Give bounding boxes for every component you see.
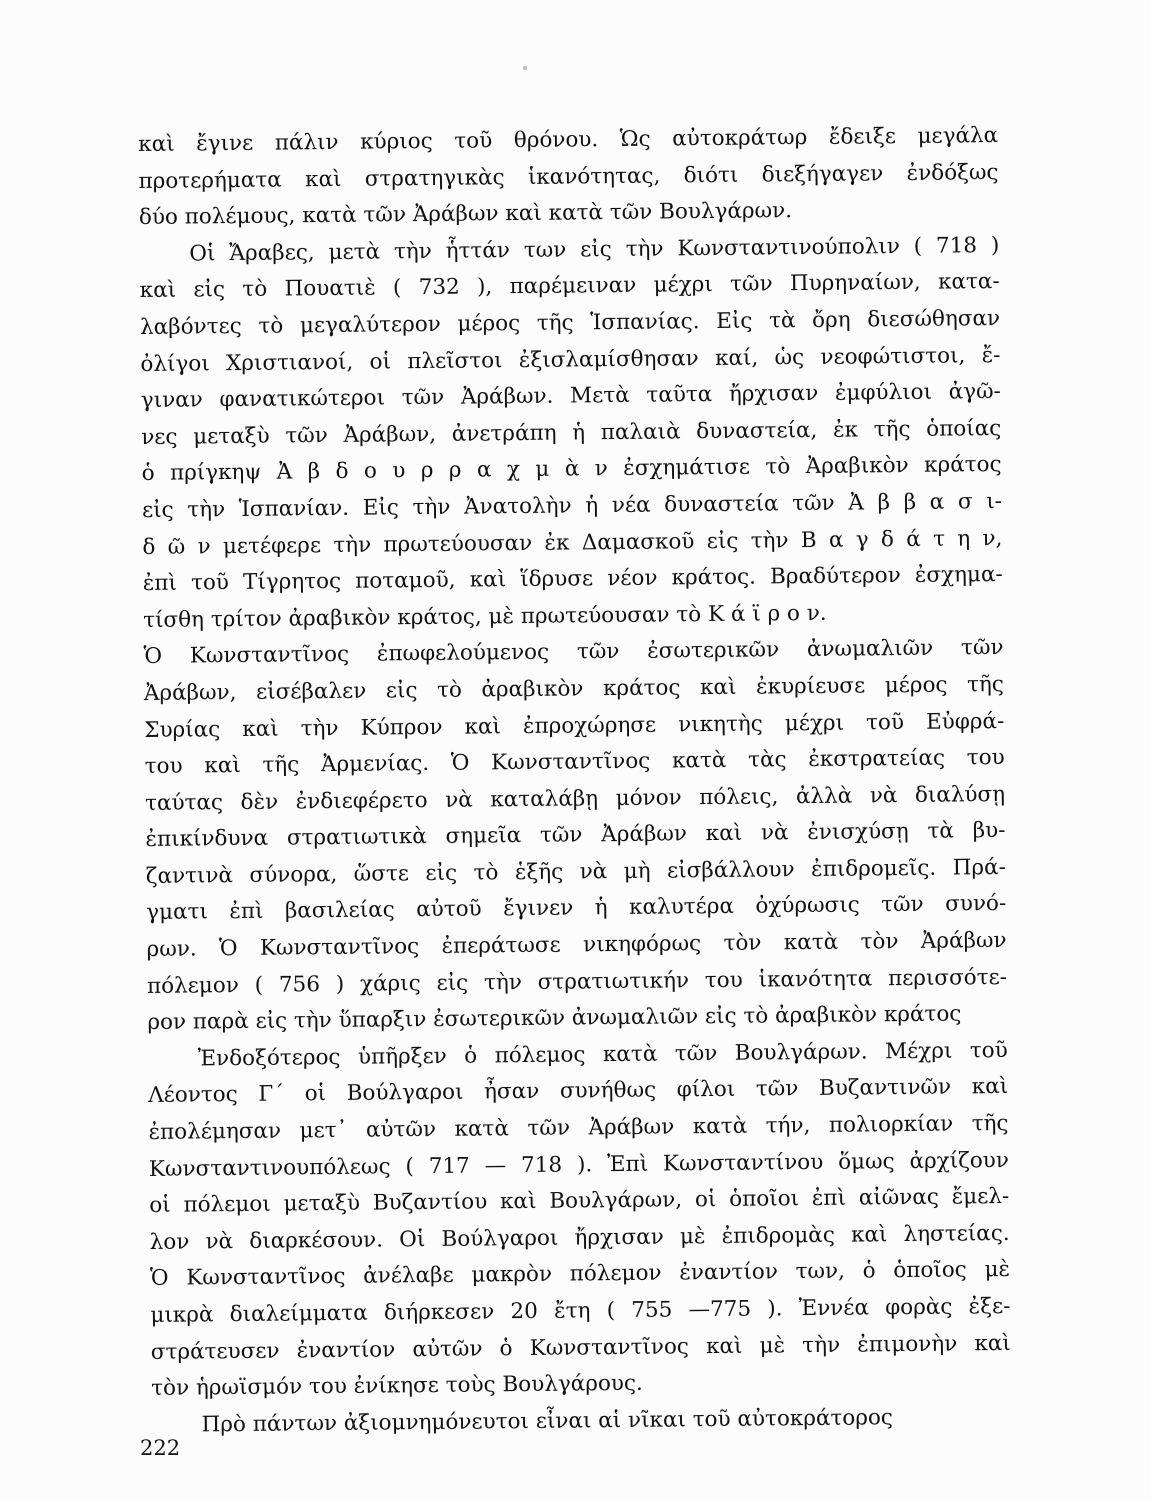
text-line: ταύτας δὲν ἐνδιεφέρετο νὰ καταλάβῃ μόνον πόλεις, ἀλλὰ νὰ διαλύσῃ — [144, 781, 1006, 816]
text-line: οἱ πόλεμοι μεταξὺ Βυζαντίου καὶ Βουλγάρων, οἱ ὁποῖοι ἐπὶ αἰῶνας ἔμελ- — [149, 1184, 1010, 1219]
paragraph — [143, 630, 1007, 1042]
text-line: γματι ἐπὶ βασιλείας αὐτοῦ ἔγινεν ἡ καλυτέρα ὀχύρωσις τῶν συνό- — [146, 891, 1007, 926]
text-line: ζαντινὰ σύνορα, ὥστε εἰς τὸ ἑξῆς νὰ μὴ εἰσβάλλουν ἐπιδρομεῖς. Πρά- — [145, 854, 1006, 889]
text-line: γιναν φανατικώτεροι τῶν Ἀράβων. Μετὰ ταῦτα ἤρχισαν ἐμφύλιοι ἀγῶ- — [140, 379, 1001, 414]
text-line: Ἀράβων, εἰσέβαλεν εἰς τὸ ἀραβικὸν κράτος καὶ ἐκυρίευσε μέρος τῆς — [143, 671, 1005, 706]
text-line: ἐπικίνδυνα στρατιωτικὰ σημεῖα τῶν Ἀράβων καὶ νὰ ἐνισχύσῃ τὰ βυ- — [145, 818, 1006, 853]
text-line: του καὶ τῆς Ἀρμενίας. Ὁ Κωνσταντῖνος κατὰ τὰς ἐκστρατείας του — [144, 745, 1005, 780]
page-number: 222 — [140, 1436, 181, 1460]
text-line: τὸν ἡρωϊσμόν του ἐνίκησε τοὺς Βουλγάρους. — [151, 1370, 643, 1402]
text-line: Ὁ Κωνσταντῖνος ἐπωφελούμενος τῶν ἐσωτερικῶν ἀνωμαλιῶν τῶν — [143, 635, 1004, 670]
text-line: Κωνσταντινουπόλεως ( 717 — 718 ). Ἐπὶ Κωνσταντίνου ὅμως ἀρχίζουν — [148, 1147, 1009, 1182]
text-line: στράτευσεν ἐναντίον αὐτῶν ὁ Κωνσταντῖνος καὶ μὲ τὴν ἐπιμονὴν καὶ — [150, 1330, 1011, 1365]
paragraph — [138, 118, 999, 237]
text-line: προτερήματα καὶ στρατηγικὰς ἱκανότητας, διότι διεξήγαγεν ἐνδόξως — [138, 159, 999, 194]
text-line: εἰς τὴν Ἱσπανίαν. Εἰς τὴν Ἀνατολὴν ἡ νέα δυναστεία τῶν Ἀ β β α σ ι- — [141, 488, 1003, 523]
text-line: λον νὰ διαρκέσουν. Οἱ Βούλγαροι ἤρχισαν μὲ ἐπιδρομὰς καὶ ληστείας. — [149, 1220, 1010, 1255]
text-line: δύο πολέμους, κατὰ τῶν Ἀράβων καὶ κατὰ τῶν Βουλγάρων. — [138, 198, 793, 231]
text-line: Οἱ Ἄραβες, μετὰ τὴν ἧττάν των εἰς τὴν Κωνσταντινούπολιν ( 718 ) — [189, 232, 1000, 267]
text-line: ὁ πρίγκηψ Ἀ β δ ο υ ρ ρ α χ μ ὰ ν ἐσχημάτισε τὸ Ἀραβικὸν κράτος — [141, 452, 1002, 487]
text-line: πόλεμον ( 756 ) χάρις εἰς τὴν στρατιωτικήν του ἱκανότητα περισσότε- — [146, 964, 1008, 999]
text-line: νες μεταξὺ τῶν Ἀράβων, ἀνετράπη ἡ παλαιὰ δυναστεία, ἐκ τῆς ὁποίας — [141, 415, 1002, 450]
text-line: λαβόντες τὸ μεγαλύτερον μέρος τῆς Ἱσπανίας. Εἰς τὰ ὄρη διεσώθησαν — [139, 305, 1001, 340]
text-line: Ἐνδοξότερος ὑπῆρξεν ὁ πόλεμος κατὰ τῶν Βουλγάρων. Μέχρι τοῦ — [197, 1037, 1008, 1072]
paragraph — [148, 1033, 1012, 1408]
text-line: Συρίας καὶ τὴν Κύπρον καὶ ἐπροχώρησε νικητὴς μέχρι τοῦ Εὐφρά- — [144, 708, 1005, 743]
text-line: Πρὸ πάντων ἀξιομνημόνευτοι εἶναι αἱ νῖκαι τοῦ αὐτοκράτορος — [201, 1404, 894, 1438]
text-line: καὶ ἔγινε πάλιν κύριος τοῦ θρόνου. Ὡς αὐτοκράτωρ ἔδειξε μεγάλα — [138, 122, 999, 157]
text-line: ὀλίγοι Χριστιανοί, οἱ πλεῖστοι ἐξισλαμίσθησαν καί, ὡς νεοφώτιστοι, ἔ- — [140, 342, 1001, 377]
text-line: δ ῶ ν μετέφερε τὴν πρωτεύουσαν ἐκ Δαμασκοῦ εἰς τὴν Β α γ δ ά τ η ν, — [142, 525, 1003, 560]
text-line: Ὁ Κωνσταντῖνος ἀνέλαβε μακρὸν πόλεμον ἐναντίον των, ὁ ὁποῖος μὲ — [149, 1257, 1011, 1292]
text-line: τίσθη τρίτον ἀραβικὸν κράτος, μὲ πρωτεύουσαν τὸ Κ ά ϊ ρ ο ν. — [143, 600, 827, 633]
text-line: ἐπολέμησαν μετ᾽ αὐτῶν κατὰ τῶν Ἀράβων κατὰ τήν, πολιορκίαν τῆς — [148, 1110, 1009, 1145]
text-line: ρον παρὰ εἰς τὴν ὕπαρξιν ἐσωτερικῶν ἀνωμαλιῶν εἰς τὸ ἀραβικὸν κράτος — [147, 1001, 962, 1036]
text-line: ρων. Ὁ Κωνσταντῖνος ἐπεράτωσε νικηφόρως τὸν κατὰ τὸν Ἀράβων — [146, 928, 1007, 963]
paragraph — [139, 228, 1003, 640]
text-line: μικρὰ διαλείμματα διήρκεσεν 20 ἔτη ( 755 —775 ). Ἐννέα φορὰς ἐξε- — [150, 1293, 1011, 1328]
body-text — [138, 118, 1012, 1444]
scan-speck — [523, 66, 527, 70]
text-line: Λέοντος Γ΄ οἱ Βούλγαροι ἦσαν συνήθως φίλοι τῶν Βυζαντινῶν καὶ — [148, 1074, 1009, 1109]
text-line: καὶ εἰς τὸ Πουατιὲ ( 732 ), παρέμειναν μέχρι τῶν Πυρηναίων, κατα- — [139, 269, 1000, 304]
text-line: ἐπὶ τοῦ Τίγρητος ποταμοῦ, καὶ ἵδρυσε νέον κράτος. Βραδύτερον ἐσχημα- — [142, 562, 1003, 597]
